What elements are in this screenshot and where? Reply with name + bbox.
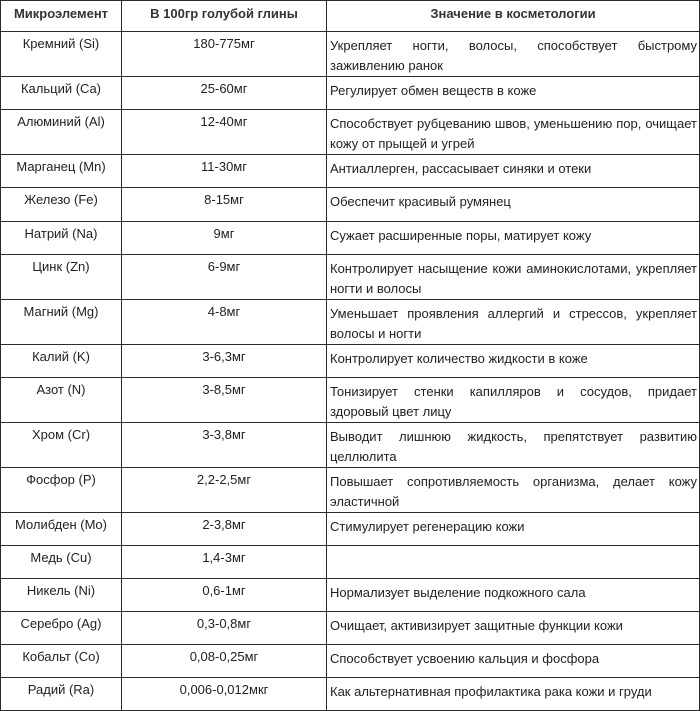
table-row xyxy=(1,345,700,378)
amount-cell: 0,3-0,8мг xyxy=(122,612,327,645)
meaning-cell: Укрепляет ногти, волосы, способствует быстрому заживлению ранок xyxy=(327,32,700,77)
element-cell: Азот (N) xyxy=(1,378,122,423)
table-row xyxy=(1,32,700,77)
amount-cell: 25-60мг xyxy=(122,77,327,110)
meaning-cell: Обеспечит красивый румянец xyxy=(327,188,700,222)
header-meaning: Значение в косметологии xyxy=(327,1,700,32)
amount-cell: 3-3,8мг xyxy=(122,423,327,468)
element-cell: Натрий (Na) xyxy=(1,222,122,255)
amount-cell: 3-8,5мг xyxy=(122,378,327,423)
element-cell: Железо (Fe) xyxy=(1,188,122,222)
element-cell: Медь (Cu) xyxy=(1,546,122,579)
table-row xyxy=(1,110,700,155)
element-cell: Кремний (Si) xyxy=(1,32,122,77)
element-cell: Кобальт (Co) xyxy=(1,645,122,678)
table-row xyxy=(1,423,700,468)
element-cell: Цинк (Zn) xyxy=(1,255,122,300)
amount-cell: 0,08-0,25мг xyxy=(122,645,327,678)
element-cell: Марганец (Mn) xyxy=(1,155,122,188)
table-row xyxy=(1,155,700,188)
amount-cell: 12-40мг xyxy=(122,110,327,155)
table-row xyxy=(1,378,700,423)
amount-cell: 9мг xyxy=(122,222,327,255)
meaning-cell: Стимулирует регенерацию кожи xyxy=(327,513,700,546)
element-cell: Кальций (Ca) xyxy=(1,77,122,110)
table-row xyxy=(1,645,700,678)
table-row xyxy=(1,255,700,300)
amount-cell: 0,006-0,012мкг xyxy=(122,678,327,711)
meaning-cell: Выводит лишнюю жидкость, препятствует развитию целлюлита xyxy=(327,423,700,468)
amount-cell: 8-15мг xyxy=(122,188,327,222)
amount-cell: 2,2-2,5мг xyxy=(122,468,327,513)
meaning-cell: Способствует рубцеванию швов, уменьшению пор, очищает кожу от прыщей и угрей xyxy=(327,110,700,155)
meaning-cell: Как альтернативная профилактика рака кожи и груди xyxy=(327,678,700,711)
amount-cell: 2-3,8мг xyxy=(122,513,327,546)
element-cell: Никель (Ni) xyxy=(1,579,122,612)
meaning-cell: Очищает, активизирует защитные функции кожи xyxy=(327,612,700,645)
table-header-row xyxy=(1,1,700,32)
meaning-cell: Уменьшает проявления аллергий и стрессов, укрепляет волосы и ногти xyxy=(327,300,700,345)
element-cell: Радий (Ra) xyxy=(1,678,122,711)
amount-cell: 4-8мг xyxy=(122,300,327,345)
element-cell: Молибден (Mo) xyxy=(1,513,122,546)
table-row xyxy=(1,77,700,110)
table-row xyxy=(1,546,700,579)
meaning-cell: Сужает расширенные поры, матирует кожу xyxy=(327,222,700,255)
amount-cell: 0,6-1мг xyxy=(122,579,327,612)
amount-cell: 11-30мг xyxy=(122,155,327,188)
element-cell: Калий (K) xyxy=(1,345,122,378)
meaning-cell: Повышает сопротивляемость организма, делает кожу эластичной xyxy=(327,468,700,513)
table-row xyxy=(1,468,700,513)
table-row xyxy=(1,513,700,546)
element-cell: Хром (Cr) xyxy=(1,423,122,468)
meaning-cell: Контролирует количество жидкости в коже xyxy=(327,345,700,378)
meaning-cell xyxy=(327,546,700,579)
table-row xyxy=(1,579,700,612)
element-cell: Алюминий (Al) xyxy=(1,110,122,155)
meaning-cell: Способствует усвоению кальция и фосфора xyxy=(327,645,700,678)
header-element: Микроэлемент xyxy=(1,1,122,32)
meaning-cell: Контролирует насыщение кожи аминокислотами, укрепляет ногти и волосы xyxy=(327,255,700,300)
meaning-cell: Тонизирует стенки капилляров и сосудов, придает здоровый цвет лицу xyxy=(327,378,700,423)
element-cell: Фосфор (P) xyxy=(1,468,122,513)
amount-cell: 3-6,3мг xyxy=(122,345,327,378)
table-row xyxy=(1,678,700,711)
table-row xyxy=(1,222,700,255)
amount-cell: 6-9мг xyxy=(122,255,327,300)
meaning-cell: Нормализует выделение подкожного сала xyxy=(327,579,700,612)
table-row xyxy=(1,612,700,645)
meaning-cell: Регулирует обмен веществ в коже xyxy=(327,77,700,110)
element-cell: Серебро (Ag) xyxy=(1,612,122,645)
table-row xyxy=(1,188,700,222)
table-row xyxy=(1,300,700,345)
element-cell: Магний (Mg) xyxy=(1,300,122,345)
amount-cell: 1,4-3мг xyxy=(122,546,327,579)
amount-cell: 180-775мг xyxy=(122,32,327,77)
meaning-cell: Антиаллерген, рассасывает синяки и отеки xyxy=(327,155,700,188)
header-amount: В 100гр голубой глины xyxy=(122,1,327,32)
